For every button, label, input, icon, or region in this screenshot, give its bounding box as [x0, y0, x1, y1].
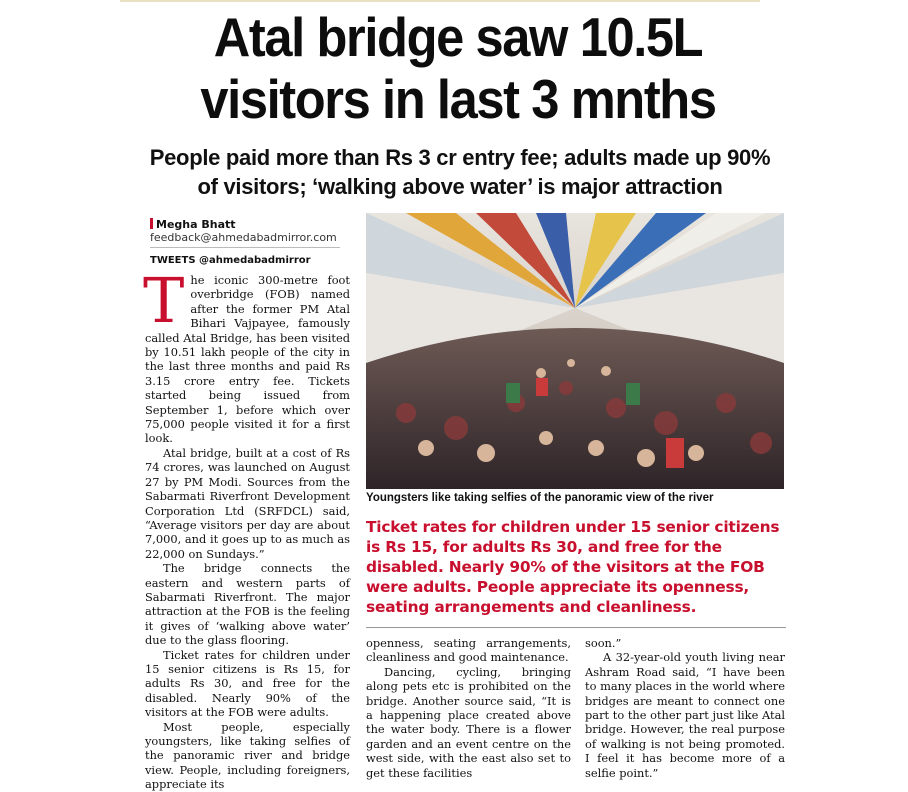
author-email: feedback@ahmedabadmirror.com — [150, 231, 337, 244]
top-border — [120, 0, 760, 2]
subheadline: People paid more than Rs 3 cr entry fee; adults made up 90% of visitors; ‘walking above water’ is major attraction — [149, 145, 771, 199]
body-column-1 — [143, 264, 350, 792]
byline — [150, 218, 350, 248]
body-column-2 — [366, 636, 571, 780]
paragraph: Dancing, cycling, bringing along pets etc is prohibited on the bridge. Another source said, “It is a happening place created above the water body. There is a flower garden and an event centre on the west side, with the east also set to get these facilities — [366, 664, 571, 780]
drop-cap: T — [143, 264, 185, 337]
twitter-handle: TWEETS @ahmedabadmirror — [150, 255, 311, 266]
pull-quote-divider — [366, 627, 786, 628]
byline-divider — [150, 247, 340, 248]
pull-quote: Ticket rates for children under 15 senior citizens is Rs 15, for adults Rs 30, and free for the disabled. Nearly 90% of the visitors at the FOB were adults. People appreciate its openness, seating arrangements and cleanliness. — [366, 518, 780, 616]
headline: Atal bridge saw 10.5L visitors in last 3 mnths — [200, 6, 716, 130]
body-column-3 — [585, 636, 785, 780]
photo-illustration — [366, 213, 784, 489]
byline-marker — [150, 218, 153, 229]
paragraph: openness, seating arrangements, cleanliness and good maintenance. — [366, 636, 571, 665]
paragraph: Atal bridge, built at a cost of Rs 74 crores, was launched on August 27 by PM Modi. Sources from the Sabarmati Riverfront Development Corporation Ltd (SRFDCL) said, “Average visitors per day are about 7,000, and it goes up to as much as 22,000 on Sundays.” — [145, 445, 350, 561]
photo-caption: Youngsters like taking selfies of the panoramic view of the river — [366, 492, 714, 504]
paragraph: he iconic 300-metre foot overbridge (FOB) named after the former PM Atal Bihari Vajpayee, famously called Atal Bridge, has been visited by 10.51 lakh people of the city in the last three months and paid Rs 3.15 crore entry fee. Tickets started being issued from September 1, before which over 75,000 people visited it for a first look. — [145, 273, 350, 446]
paragraph: Ticket rates for children under 15 senior citizens is Rs 15, for adults Rs 30, and free for the disabled. Nearly 90% of the visitors at the FOB were adults. — [145, 647, 350, 720]
paragraph: soon.” — [585, 636, 622, 650]
author-name: Megha Bhatt — [156, 218, 236, 231]
paragraph: Most people, especially youngsters, like taking selfies of the panoramic river and bridge view. People, including foreigners, appreciate its — [145, 719, 350, 792]
paragraph: The bridge connects the eastern and western parts of Sabarmati Riverfront. The major attraction at the FOB is the feeling it gives of ‘walking above water’ due to the glass flooring. — [145, 561, 350, 648]
crowd-on-bridge-photo — [366, 213, 784, 489]
paragraph: A 32-year-old youth living near Ashram Road said, “I have been to many places in the world where bridges are meant to connect one part to the other part just like Atal bridge. However, the real purpose of walking is not being promoted. I feel it has become more of a selfie point.” — [585, 650, 785, 780]
